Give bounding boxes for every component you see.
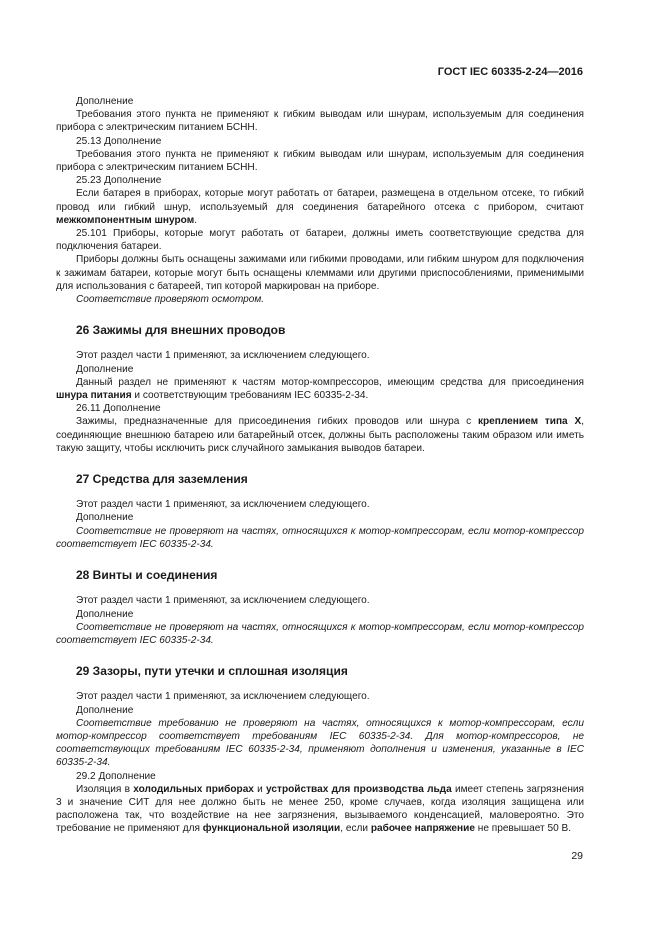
- section-title-28: 28 Винты и соединения: [76, 568, 218, 583]
- section-title-29: 29 Зазоры, пути утечки и сплошная изоляция: [76, 664, 348, 679]
- text-run: имеет степень загрязнения 3 и значение СИТ для нее должно быть не менее 250, кроме случаев, когда изоляция защищена или расположена так, что воздействие на нее загрязнения, вызываемого конденсацией, маловероятно. Это требование не применяют для: [56, 783, 585, 835]
- paragraph: Этот раздел части 1 применяют, за исключением следующего.: [76, 499, 370, 511]
- text-run: и: [253, 783, 267, 795]
- clause-heading: 25.23 Дополнение: [76, 175, 162, 187]
- text-run: Изоляция в: [76, 783, 134, 795]
- text-run: Данный раздел не применяют к частям мотор-компрессоров, имеющим средства для присоединения: [76, 376, 584, 388]
- text-run: .: [194, 214, 197, 226]
- italic-text: Соответствие не проверяют на частях, относящихся к мотор-компрессорам, если мотор-компрессор соответствует IEC 60335-2-34.: [56, 525, 584, 550]
- compliance-note: [56, 717, 584, 770]
- paragraph: Приборы должны быть оснащены зажимами или гибкими проводами, или гибким шнуром для подключения к зажимам батареи, которые могут быть оснащены клеммами или другими приспособлениями, применимыми для использования с батареей, тип которой маркирован на приборе.: [56, 254, 584, 292]
- section-title-26: 26 Зажимы для внешних проводов: [76, 323, 286, 338]
- paragraph: [56, 187, 584, 227]
- paragraph: Этот раздел части 1 применяют, за исключением следующего.: [76, 350, 370, 362]
- compliance-note: [56, 525, 584, 551]
- clause-heading: 29.2 Дополнение: [76, 770, 156, 782]
- paragraph: Требования этого пункта не применяют к гибким выводам или шнурам, используемым для соединения прибора с электрическим питанием БСНН.: [56, 109, 584, 134]
- paragraph: Этот раздел части 1 применяют, за исключением следующего.: [76, 691, 370, 703]
- document-header: ГОСТ IEC 60335-2-24—2016: [437, 66, 583, 78]
- paragraph: Требования этого пункта не применяют к гибким выводам или шнурам, используемым для соединения прибора с электрическим питанием БСНН.: [56, 148, 584, 174]
- italic-text: Соответствие требованию не проверяют на частях, относящихся к мотор-компрессорам, если мотор-компрессор соответствует требованиям IEC 60335-2-34. Для мотор-компрессоров, не соответствующих требованиям IEC 60335-2-34, применяют дополнения и изменения, указанные в IEC 60335-2-34.: [56, 717, 584, 769]
- paragraph: Дополнение: [76, 608, 134, 620]
- clause-heading: 26.11 Дополнение: [76, 403, 161, 415]
- defined-term: устройствах для производства льда: [266, 783, 452, 795]
- defined-term: межкомпонентным шнуром: [56, 214, 195, 226]
- defined-term: холодильных приборах: [133, 783, 254, 795]
- compliance-note: [56, 621, 584, 647]
- paragraph: Дополнение: [76, 512, 134, 524]
- paragraph: [56, 376, 584, 402]
- defined-term: шнура питания: [56, 390, 132, 402]
- paragraph: Дополнение: [76, 363, 134, 375]
- paragraph: Дополнение: [76, 704, 134, 716]
- clause-heading: 25.13 Дополнение: [76, 135, 162, 147]
- section-title-27: 27 Средства для заземления: [76, 472, 248, 487]
- paragraph: [56, 415, 584, 455]
- text-run: Зажимы, предназначенные для присоединения гибких проводов или шнура с: [76, 416, 478, 428]
- text-run: не превышает 50 В.: [474, 823, 572, 835]
- text-run: и соответствующим требованиям IEC 60335-2-34.: [131, 390, 369, 402]
- page-number: 29: [571, 850, 583, 862]
- text-run: Если батарея в приборах, которые могут работать от батареи, размещена в отдельном отсеке, то гибкий провод или гибкий шнур, используемый для соединения батарейного отсека с прибором, считают: [56, 188, 584, 213]
- paragraph: 25.101 Приборы, которые могут работать от батареи, должны иметь соответствующие средства для подключения батареи.: [56, 228, 584, 253]
- text-run: , соединяющие внешнюю батарею или батарейный отсек, должны быть расположены таким образом или иметь такую защиту, чтобы исключить риск случайного замыкания выводов батареи.: [56, 416, 584, 454]
- paragraph: Этот раздел части 1 применяют, за исключением следующего.: [76, 595, 370, 607]
- defined-term: функциональной изоляции: [202, 823, 341, 835]
- defined-term: креплением типа X: [477, 416, 582, 428]
- compliance-note: [56, 293, 584, 306]
- italic-text: Соответствие проверяют осмотром.: [76, 294, 265, 306]
- paragraph: Дополнение: [76, 96, 134, 107]
- paragraph: [56, 783, 584, 836]
- defined-term: рабочее напряжение: [370, 823, 475, 835]
- document-body: [56, 95, 584, 836]
- italic-text: Соответствие не проверяют на частях, относящихся к мотор-компрессорам, если мотор-компрессор соответствует IEC 60335-2-34.: [56, 621, 584, 646]
- text-run: , если: [340, 823, 371, 835]
